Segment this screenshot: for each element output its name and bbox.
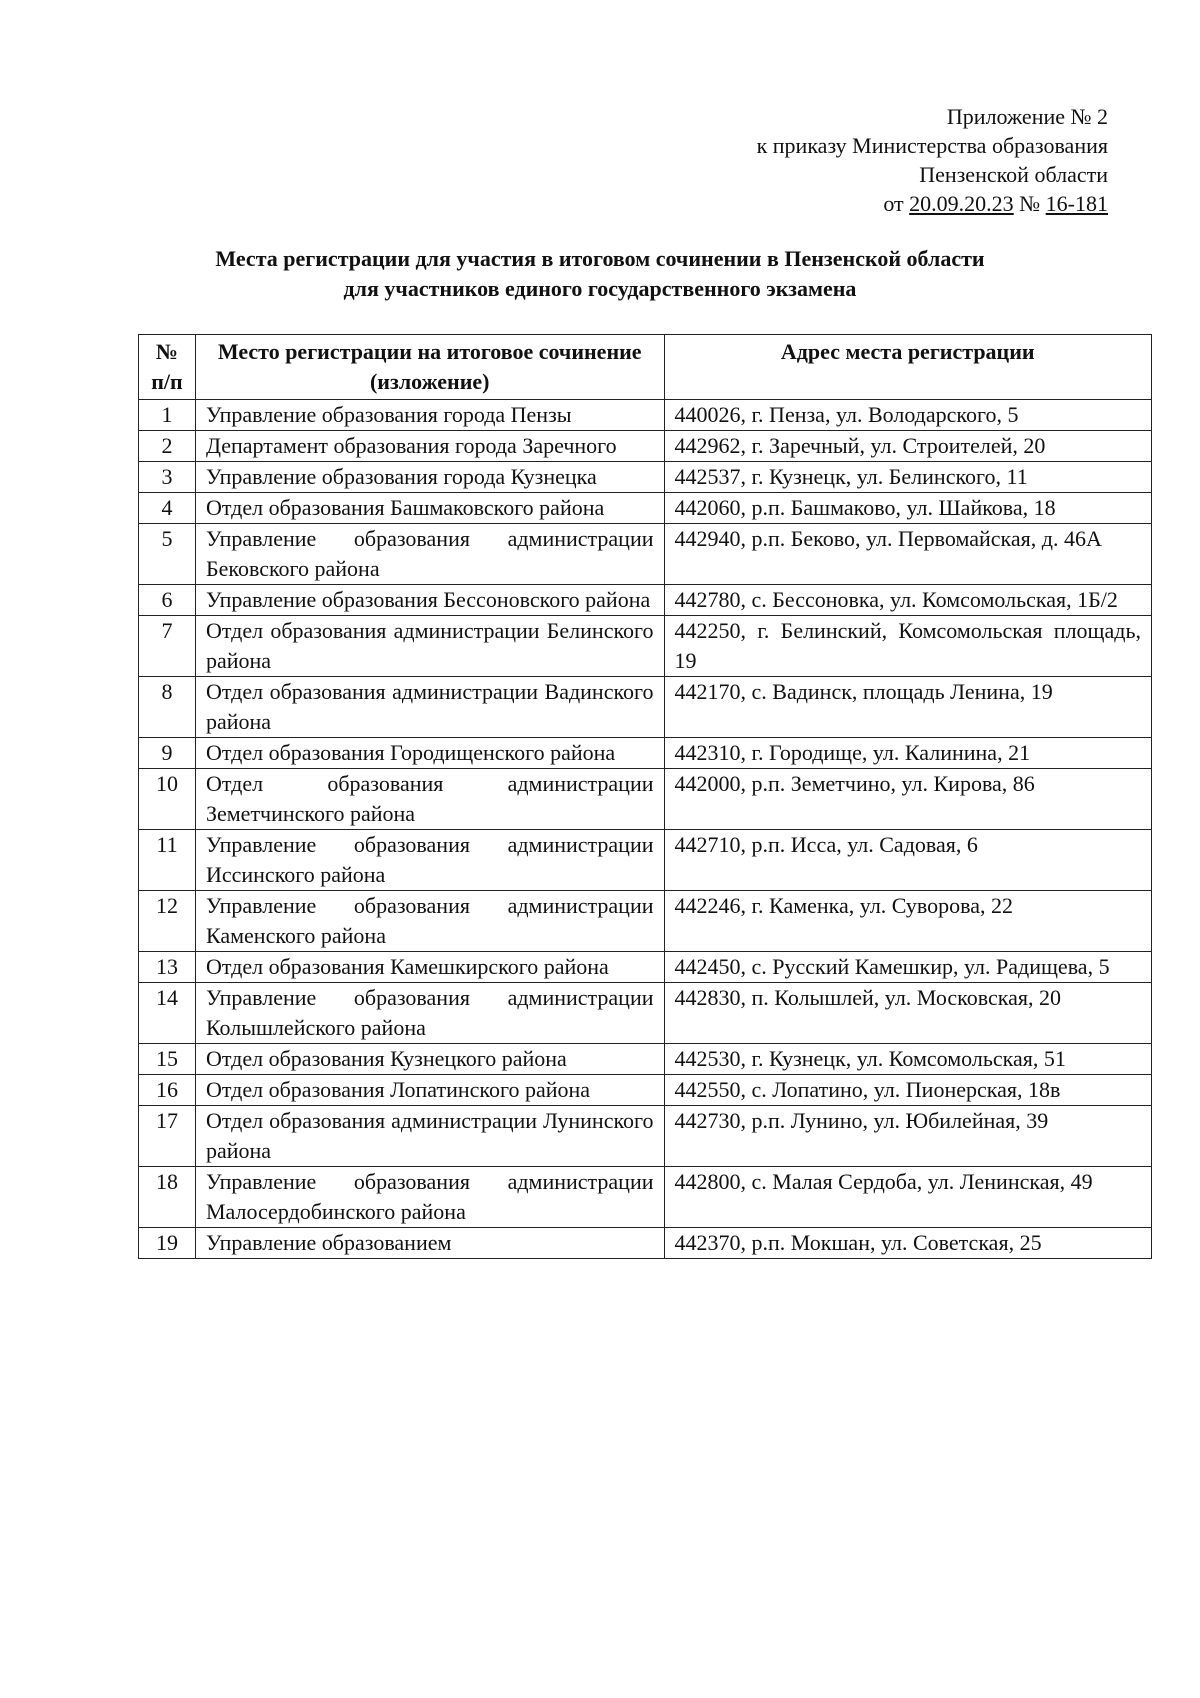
row-number: 11 [139, 830, 196, 891]
row-address: 442246, г. Каменка, ул. Суворова, 22 [664, 891, 1151, 952]
row-address: 442530, г. Кузнецк, ул. Комсомольская, 51 [664, 1044, 1151, 1075]
row-address: 442000, р.п. Земетчино, ул. Кирова, 86 [664, 769, 1151, 830]
row-number: 9 [139, 738, 196, 769]
row-address: 442550, с. Лопатино, ул. Пионерская, 18в [664, 1075, 1151, 1106]
order-number: 16-181 [1045, 191, 1108, 216]
table-row [139, 462, 1152, 493]
row-place: Управление образования администрации Иссинского района [195, 830, 664, 891]
row-place: Управление образованием [195, 1228, 664, 1259]
table-row [139, 769, 1152, 830]
row-place: Управление образования администрации Малосердобинского района [195, 1167, 664, 1228]
order-date-line [757, 189, 1108, 218]
table-row [139, 1228, 1152, 1259]
number-sign: № [1013, 191, 1046, 216]
row-number: 10 [139, 769, 196, 830]
row-address: 442250, г. Белинский, Комсомольская площадь, 19 [664, 616, 1151, 677]
row-address: 442800, с. Малая Сердоба, ул. Ленинская, 49 [664, 1167, 1151, 1228]
row-address: 442537, г. Кузнецк, ул. Белинского, 11 [664, 462, 1151, 493]
appendix-number: Приложение № 2 [946, 104, 1108, 129]
row-place: Управление образования администрации Каменского района [195, 891, 664, 952]
table-row [139, 1044, 1152, 1075]
row-place: Отдел образования Башмаковского района [195, 493, 664, 524]
row-number: 2 [139, 431, 196, 462]
table-row [139, 585, 1152, 616]
row-place: Управление образования города Кузнецка [195, 462, 664, 493]
row-number: 18 [139, 1167, 196, 1228]
region-name: Пензенской области [919, 162, 1108, 187]
date-prefix: от [883, 191, 910, 216]
table-row [139, 431, 1152, 462]
row-number: 7 [139, 616, 196, 677]
row-number: 3 [139, 462, 196, 493]
table-row [139, 400, 1152, 431]
row-place: Управление образования Бессоновского района [195, 585, 664, 616]
row-address: 442780, с. Бессоновка, ул. Комсомольская, 1Б/2 [664, 585, 1151, 616]
row-place: Отдел образования администрации Вадинского района [195, 677, 664, 738]
row-place: Департамент образования города Заречного [195, 431, 664, 462]
row-number: 17 [139, 1106, 196, 1167]
row-number: 19 [139, 1228, 196, 1259]
row-number: 4 [139, 493, 196, 524]
row-place: Отдел образования администрации Белинского района [195, 616, 664, 677]
row-number: 6 [139, 585, 196, 616]
appendix-header [757, 102, 1108, 218]
header-place: Место регистрации на итоговое сочинение (изложение) [195, 335, 664, 400]
row-place: Отдел образования Кузнецкого района [195, 1044, 664, 1075]
row-place: Управление образования администрации Бековского района [195, 524, 664, 585]
row-number: 13 [139, 952, 196, 983]
header-num: № п/п [139, 335, 196, 400]
table-row [139, 983, 1152, 1044]
table-row [139, 891, 1152, 952]
table-row [139, 738, 1152, 769]
title-line-1: Места регистрации для участия в итоговом сочинении в Пензенской области [215, 246, 985, 271]
row-address: 442730, р.п. Лунино, ул. Юбилейная, 39 [664, 1106, 1151, 1167]
table-row [139, 952, 1152, 983]
row-number: 1 [139, 400, 196, 431]
row-place: Отдел образования администрации Земетчинского района [195, 769, 664, 830]
order-date: 20.09.20.23 [909, 191, 1014, 216]
table-header-row [139, 335, 1152, 400]
table-row [139, 493, 1152, 524]
order-reference: к приказу Министерства образования [756, 133, 1108, 158]
registration-table [138, 334, 1152, 1259]
row-address: 440026, г. Пенза, ул. Володарского, 5 [664, 400, 1151, 431]
row-number: 8 [139, 677, 196, 738]
table-row [139, 1106, 1152, 1167]
row-address: 442060, р.п. Башмаково, ул. Шайкова, 18 [664, 493, 1151, 524]
row-address: 442830, п. Колышлей, ул. Московская, 20 [664, 983, 1151, 1044]
row-number: 15 [139, 1044, 196, 1075]
row-place: Отдел образования администрации Лунинского района [195, 1106, 664, 1167]
row-place: Отдел образования Камешкирского района [195, 952, 664, 983]
row-number: 5 [139, 524, 196, 585]
row-address: 442310, г. Городище, ул. Калинина, 21 [664, 738, 1151, 769]
row-number: 12 [139, 891, 196, 952]
table-row [139, 1075, 1152, 1106]
header-address: Адрес места регистрации [664, 335, 1151, 400]
row-number: 14 [139, 983, 196, 1044]
row-address: 442962, г. Заречный, ул. Строителей, 20 [664, 431, 1151, 462]
table-body [139, 400, 1152, 1259]
row-address: 442940, р.п. Беково, ул. Первомайская, д. 46А [664, 524, 1151, 585]
row-address: 442170, с. Вадинск, площадь Ленина, 19 [664, 677, 1151, 738]
table-row [139, 830, 1152, 891]
row-number: 16 [139, 1075, 196, 1106]
table-row [139, 616, 1152, 677]
row-place: Отдел образования Городищенского района [195, 738, 664, 769]
document-title [0, 244, 1200, 304]
table-row [139, 524, 1152, 585]
table-row [139, 1167, 1152, 1228]
row-address: 442450, с. Русский Камешкир, ул. Радищева, 5 [664, 952, 1151, 983]
table-row [139, 677, 1152, 738]
row-place: Отдел образования Лопатинского района [195, 1075, 664, 1106]
row-place: Управление образования города Пензы [195, 400, 664, 431]
row-address: 442370, р.п. Мокшан, ул. Советская, 25 [664, 1228, 1151, 1259]
row-address: 442710, р.п. Исса, ул. Садовая, 6 [664, 830, 1151, 891]
title-line-2: для участников единого государственного экзамена [343, 276, 857, 301]
row-place: Управление образования администрации Колышлейского района [195, 983, 664, 1044]
